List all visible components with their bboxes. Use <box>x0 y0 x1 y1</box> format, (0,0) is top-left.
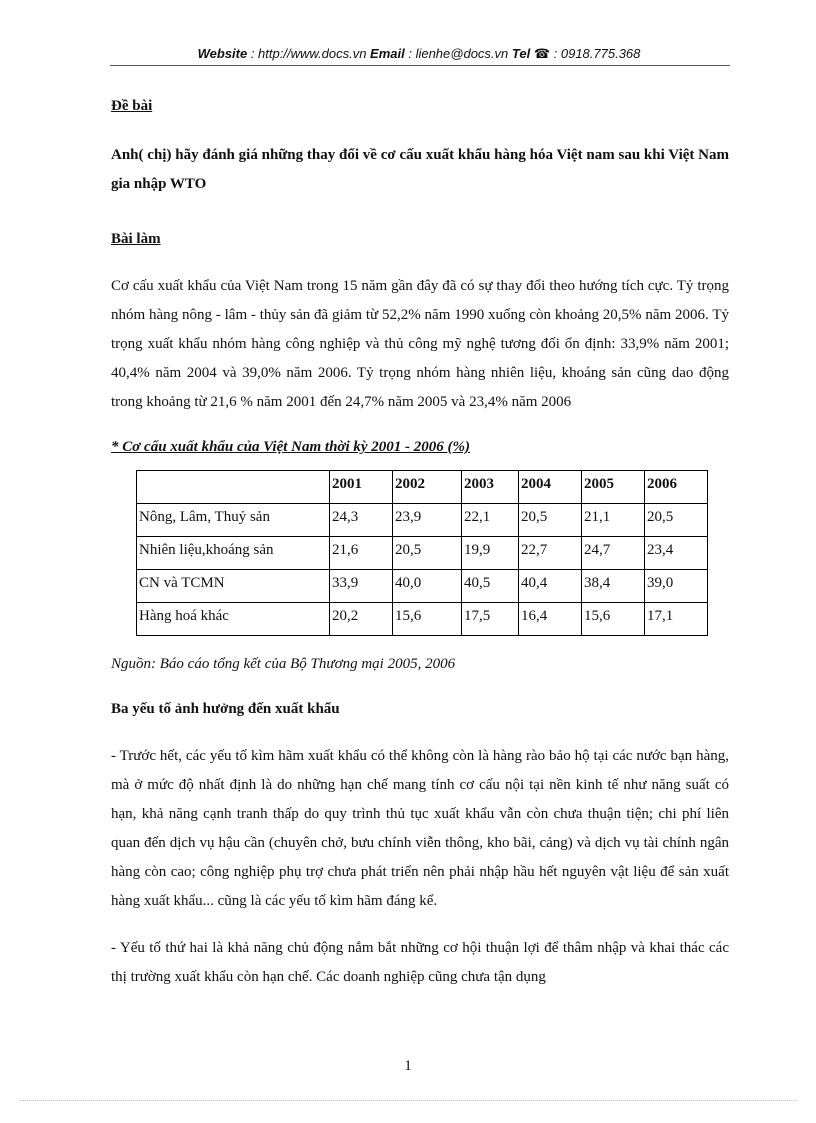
row-label: Hàng hoá khác <box>137 603 330 636</box>
table-cell: 40,4 <box>519 570 582 603</box>
page-number: 1 <box>404 1058 412 1074</box>
table-source: Nguồn: Báo cáo tổng kết của Bộ Thương mại 2005, 2006 <box>111 656 456 672</box>
factor-one-paragraph: - Trước hết, các yếu tố kìm hãm xuất khẩu có thể không còn là hàng rào bảo hộ tại các nước bạn hàng, mà ở mức độ nhất định là do những hạn chế mang tính cơ cấu nội tại nền kinh tế như năng suất có hạn, khả năng cạnh tranh thấp do quy trình thủ tục xuất khẩu vẫn còn chưa thuận tiện; chi phí liên quan đến dịch vụ hậu cần (chuyên chở, bưu chính viễn thông, kho bãi, cảng) và dịch vụ tài chính ngân hàng còn cao; công nghiệp phụ trợ chưa phát triển nên phải nhập hầu hết nguyên vật liệu để sản xuất hàng xuất khẩu... cũng là các yếu tố kìm hãm đáng kể. <box>111 748 729 909</box>
table-cell: 24,3 <box>330 504 393 537</box>
table-cell: 40,0 <box>393 570 462 603</box>
year-header: 2006 <box>645 471 708 504</box>
year-header: 2005 <box>582 471 645 504</box>
table-cell: 40,5 <box>462 570 519 603</box>
table-cell: 24,7 <box>582 537 645 570</box>
row-label: Nhiên liệu,khoáng sản <box>137 537 330 570</box>
factor-two-paragraph: - Yếu tố thứ hai là khả năng chủ động nắm bắt những cơ hội thuận lợi để thâm nhập và khai thác các thị trường xuất khẩu còn hạn chế. Các doanh nghiệp cũng chưa tận dụng <box>111 940 729 985</box>
page-bottom-divider <box>20 1100 796 1101</box>
table-cell: 15,6 <box>582 603 645 636</box>
email-value[interactable]: : lienhe@docs.vn <box>404 46 512 61</box>
year-header: 2002 <box>393 471 462 504</box>
answer-heading: Bài làm <box>111 231 161 247</box>
year-header: 2003 <box>462 471 519 504</box>
question-text: Anh( chị) hãy đánh giá những thay đổi về cơ cấu xuất khẩu hàng hóa Việt nam sau khi Việt Nam gia nhập WTO <box>111 147 729 192</box>
website-value[interactable]: : http://www.docs.vn <box>247 46 371 61</box>
table-cell: 20,5 <box>645 504 708 537</box>
document-body <box>111 90 729 992</box>
table-row <box>137 537 708 570</box>
table-cell: 19,9 <box>462 537 519 570</box>
table-cell: 15,6 <box>393 603 462 636</box>
table-corner-cell <box>137 471 330 504</box>
table-cell: 20,2 <box>330 603 393 636</box>
page-header <box>110 46 728 62</box>
title-heading: Đề bài <box>111 98 153 114</box>
tel-label: Tel <box>511 46 531 61</box>
export-structure-table <box>136 470 708 636</box>
table-row <box>137 603 708 636</box>
table-cell: 21,1 <box>582 504 645 537</box>
table-cell: 38,4 <box>582 570 645 603</box>
email-label: Email <box>370 46 405 61</box>
table-cell: 22,1 <box>462 504 519 537</box>
table-title: * Cơ cấu xuất khẩu của Việt Nam thời kỳ 2001 - 2006 (%) <box>111 439 471 455</box>
table-cell: 20,5 <box>393 537 462 570</box>
intro-paragraph: Cơ cấu xuất khẩu của Việt Nam trong 15 năm gần đây đã có sự thay đổi theo hướng tích cực. Tỷ trọng nhóm hàng nông - lâm - thủy sản đã giảm từ 52,2% năm 1990 xuống còn khoảng 20,5% năm 2006. Tỷ trọng xuất khẩu nhóm hàng công nghiệp và thủ công mỹ nghệ tương đối ổn định: 33,9% năm 2001; 40,4% năm 2004 và 39,0% năm 2006. Tỷ trọng nhóm hàng nhiên liệu, khoáng sản cũng dao động trong khoảng từ 21,6 % năm 2001 đến 24,7% năm 2005 và 23,4% năm 2006 <box>111 278 729 410</box>
factors-heading: Ba yếu tố ảnh hưởng đến xuất khẩu <box>111 701 340 717</box>
table-cell: 39,0 <box>645 570 708 603</box>
row-label: Nông, Lâm, Thuỷ sản <box>137 504 330 537</box>
year-header: 2001 <box>330 471 393 504</box>
table-cell: 17,1 <box>645 603 708 636</box>
table-row <box>137 570 708 603</box>
table-cell: 20,5 <box>519 504 582 537</box>
table-header-row <box>137 471 708 504</box>
tel-value: : 0918.775.368 <box>550 46 641 61</box>
table-cell: 23,9 <box>393 504 462 537</box>
year-header: 2004 <box>519 471 582 504</box>
header-divider <box>110 65 730 66</box>
table-cell: 21,6 <box>330 537 393 570</box>
table-cell: 16,4 <box>519 603 582 636</box>
table-row <box>137 504 708 537</box>
row-label: CN và TCMN <box>137 570 330 603</box>
table-cell: 22,7 <box>519 537 582 570</box>
table-cell: 17,5 <box>462 603 519 636</box>
table-cell: 33,9 <box>330 570 393 603</box>
phone-icon: ☎ <box>533 46 551 61</box>
website-label: Website <box>197 46 248 61</box>
table-cell: 23,4 <box>645 537 708 570</box>
